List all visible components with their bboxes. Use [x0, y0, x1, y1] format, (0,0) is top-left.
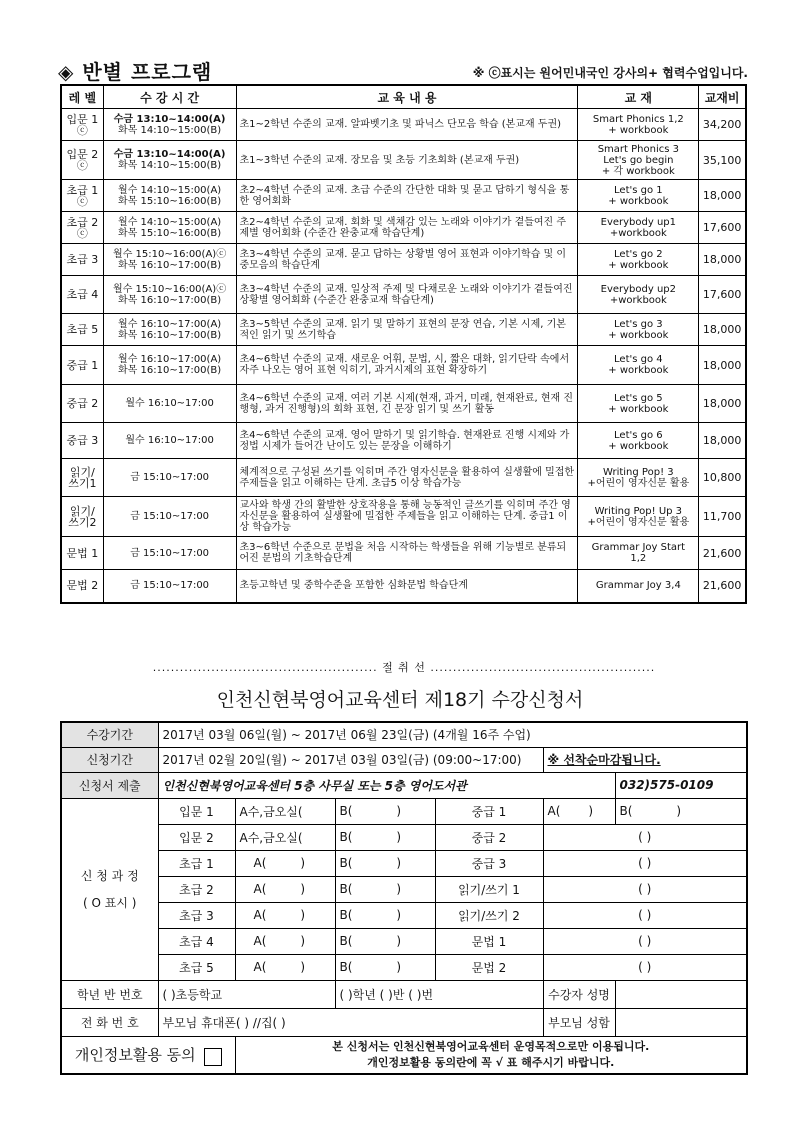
course-option[interactable]: ( ) [543, 876, 747, 902]
table-row [61, 537, 746, 570]
time-b: 화목 15:10~16:00(B) [118, 227, 222, 239]
book-extra-2: + 각 workbook [601, 165, 675, 177]
time-cell [103, 276, 236, 314]
submit-row [61, 772, 747, 798]
table-row [61, 109, 746, 141]
course-option-a[interactable]: A( ) [543, 798, 615, 824]
time-b: 화목 16:10~17:00(B) [118, 365, 222, 376]
submit-phone: 032)575-0109 [615, 772, 747, 798]
course-option-b[interactable]: B( ) [335, 876, 435, 902]
fee-cell: 18,000 [699, 244, 746, 276]
time-b: 화목 16:10~17:00(B) [118, 259, 222, 271]
time-b: 화목 14:10~15:00(B) [118, 160, 222, 171]
time-a: 월수 16:10~17:00(A) [118, 354, 222, 365]
content-cell: 초3~4학년 수준의 교재. 묻고 답하는 상황별 영어 표현과 이야기학습 및 이중모음의 학습단계 [236, 244, 578, 276]
book-main: Everybody up2 [600, 283, 677, 295]
book-main: Let's go 5 [614, 392, 663, 404]
course-name: 초급 2 [158, 876, 235, 902]
course-option[interactable]: ( ) [543, 954, 747, 980]
time-b: 화목 15:10~16:00(B) [118, 195, 222, 207]
section-title: ◈ 반별 프로그램 [58, 60, 213, 84]
course-name: 문법 2 [435, 954, 543, 980]
phone-label: 전 화 번 호 [61, 1008, 158, 1036]
table-row [61, 497, 746, 537]
book-extra: +workbook [609, 227, 667, 239]
book-main: Let's go 3 [614, 318, 663, 330]
time-cell [103, 346, 236, 385]
course-name: 중급 1 [435, 798, 543, 824]
table-header-row [61, 85, 746, 109]
course-name: 중급 2 [435, 824, 543, 850]
time-a: 수금 13:10~14:00(A) [113, 113, 226, 125]
book-main: Writing Pop! Up 3 [594, 505, 683, 517]
grade-field[interactable]: ( )학년 ( )반 ( )번 [335, 980, 543, 1008]
header-time: 수 강 시 간 [103, 85, 236, 109]
level-cell: 입문 1 ⓒ [61, 109, 103, 141]
content-cell: 초1~2학년 수준의 교재. 알파벳기초 및 파닉스 단모음 학습 (본교재 두권) [236, 109, 578, 141]
content-cell: 초2~4학년 수준의 교재. 초급 수준의 간단한 대화 및 묻고 답하기 형식을 통한 영어회화 [236, 180, 578, 212]
table-row [61, 314, 746, 346]
time-a: 월수 14:10~15:00(A) [118, 216, 222, 228]
course-label: 신 청 과 정 [80, 869, 139, 883]
course-label-cell [61, 798, 158, 980]
school-field[interactable]: ( )초등학교 [158, 980, 335, 1008]
apply-row [61, 747, 747, 772]
content-cell: 초3~4학년 수준의 교재. 일상적 주제 및 다채로운 노래와 이야기가 곁들여진 상황별 영어회화 (수준간 완충교재 학습단계) [236, 276, 578, 314]
phone-row [61, 1008, 747, 1036]
level-cell: 문법 2 [61, 570, 103, 603]
collab-note: ※ ⓒ표시는 원어민내국인 강사의+ 협력수업입니다. [472, 66, 748, 80]
time-a: 수금 13:10~14:00(A) [113, 149, 226, 160]
book-cell [578, 109, 699, 141]
course-row [61, 824, 747, 850]
fee-cell: 18,000 [699, 385, 746, 423]
book-extra: 1,2 [630, 553, 647, 564]
program-header [58, 56, 748, 82]
book-extra: + workbook [608, 365, 669, 376]
book-main: Grammar Joy Start [591, 542, 686, 553]
parent-sign-label: 부모님 성함 [543, 1008, 615, 1036]
consent-text-cell [235, 1036, 747, 1074]
course-option[interactable]: ( ) [543, 850, 747, 876]
book-cell [578, 141, 699, 180]
course-hint: ( O 표시 ) [83, 896, 137, 910]
level-cell: 초급 2 ⓒ [61, 212, 103, 244]
phone-field[interactable]: 부모님 휴대폰( ) //집( ) [158, 1008, 543, 1036]
course-name: 입문 2 [158, 824, 235, 850]
level-cell: 중급 1 [61, 346, 103, 385]
level-cell: 읽기/ 쓰기2 [61, 497, 103, 537]
course-option-b[interactable]: B( ) [335, 928, 435, 954]
program-table [60, 84, 747, 604]
book-extra: + workbook [608, 440, 669, 452]
consent-checkbox[interactable] [204, 1048, 222, 1066]
consent-label: 개인정보활용 동의 [74, 1046, 196, 1064]
book-extra: + workbook [608, 195, 669, 207]
apply-label: 신청기간 [61, 747, 158, 772]
book-extra: Let's go begin [603, 154, 674, 166]
course-option-b[interactable]: B( ) [335, 954, 435, 980]
course-option-a[interactable]: A( ) [235, 902, 335, 928]
course-option-a[interactable]: A수,금오실( [235, 798, 335, 824]
time-cell [103, 314, 236, 346]
form-title: 인천신현북영어교육센터 제18기 수강신청서 [216, 689, 584, 711]
content-cell: 초1~3학년 수준의 교재. 장모음 및 초등 기초회화 (본교재 두권) [236, 141, 578, 180]
book-cell [578, 180, 699, 212]
content-cell: 초3~6학년 수준으로 문법을 처음 시작하는 학생들을 위해 기능별로 분류되어진 문법의 기초학습단계 [236, 537, 578, 570]
consent-text-1: 본 신청서는 인천신현북영어교육센터 운영목적으로만 이용됩니다. [332, 1039, 650, 1053]
fee-cell: 34,200 [699, 109, 746, 141]
time-cell [103, 141, 236, 180]
time-cell: 금 15:10~17:00 [103, 459, 236, 497]
course-name: 초급 4 [158, 928, 235, 954]
content-cell: 초4~6학년 수준의 교재. 새로운 어휘, 문법, 시, 짧은 대화, 읽기단락 속에서 자주 나오는 영어 표현 익히기, 과거시제의 표현 확장하기 [236, 346, 578, 385]
time-cell: 금 15:10~17:00 [103, 570, 236, 603]
level-cell: 초급 1 ⓒ [61, 180, 103, 212]
course-name: 입문 1 [158, 798, 235, 824]
course-row [61, 928, 747, 954]
content-cell: 초4~6학년 수준의 교재. 여러 기본 시제(현재, 과거, 미래, 현재완료, 현재 진행형, 과거 진행형)의 회화 표현, 긴 문장 읽기 및 쓰기 활동 [236, 385, 578, 423]
level-cell: 문법 1 [61, 537, 103, 570]
time-cell: 금 15:10~17:00 [103, 497, 236, 537]
course-name: 읽기/쓰기 2 [435, 902, 543, 928]
content-cell: 초2~4학년 수준의 교재. 회화 및 색채감 있는 노래와 이야기가 곁들여진 주제별 영어회화 (수준간 완충교재 학습단계) [236, 212, 578, 244]
book-main: Smart Phonics 3 [597, 143, 679, 155]
consent-row [61, 1036, 747, 1074]
book-cell [578, 423, 699, 459]
course-name: 읽기/쓰기 1 [435, 876, 543, 902]
book-extra: +어린이 영자신문 활용 [587, 477, 690, 489]
parent-sign-field[interactable] [615, 1008, 747, 1036]
book-main: Everybody up1 [600, 216, 677, 228]
course-name: 문법 1 [435, 928, 543, 954]
book-main: Let's go 6 [614, 429, 663, 441]
apply-value: 2017년 02월 20일(월) ~ 2017년 03월 03일(금) (09:00~17:00) [158, 747, 543, 772]
course-row [61, 954, 747, 980]
class-row [61, 980, 747, 1008]
level-cell: 초급 4 [61, 276, 103, 314]
book-cell [578, 459, 699, 497]
fee-cell: 18,000 [699, 314, 746, 346]
period-label: 수강기간 [61, 722, 158, 747]
time-cell: 월수 16:10~17:00 [103, 385, 236, 423]
course-option-b[interactable]: B( ) [335, 850, 435, 876]
time-a: 월수 15:10~16:00(A)ⓒ [113, 248, 227, 260]
book-extra: + workbook [608, 259, 669, 271]
submit-label: 신청서 제출 [61, 772, 158, 798]
book-cell [578, 497, 699, 537]
level-cell: 읽기/ 쓰기1 [61, 459, 103, 497]
level-cell: 중급 2 [61, 385, 103, 423]
time-cell [103, 212, 236, 244]
time-cell [103, 109, 236, 141]
course-row [61, 876, 747, 902]
student-sign-label: 수강자 성명 [543, 980, 615, 1008]
table-row [61, 385, 746, 423]
time-cell: 월수 16:10~17:00 [103, 423, 236, 459]
course-row [61, 850, 747, 876]
time-a: 월수 16:10~17:00(A) [118, 318, 222, 330]
time-b: 화목 14:10~15:00(B) [118, 124, 222, 136]
book-cell [578, 537, 699, 570]
book-main: Let's go 1 [614, 184, 663, 196]
time-cell [103, 244, 236, 276]
book-main: Let's go 4 [614, 354, 663, 365]
table-row [61, 180, 746, 212]
application-form [60, 721, 748, 1075]
table-row [61, 212, 746, 244]
header-book: 교 재 [578, 85, 699, 109]
time-cell [103, 180, 236, 212]
course-name: 초급 1 [158, 850, 235, 876]
consent-cell [61, 1036, 235, 1074]
period-value: 2017년 03월 06일(월) ~ 2017년 06월 23일(금) (4개월 16주 수업) [158, 722, 747, 747]
fee-cell: 21,600 [699, 570, 746, 603]
book-extra: + workbook [608, 329, 669, 341]
period-row [61, 722, 747, 747]
level-cell: 초급 3 [61, 244, 103, 276]
book-main: Let's go 2 [614, 248, 663, 260]
book-cell [578, 212, 699, 244]
book-extra: +workbook [609, 294, 667, 306]
level-cell: 초급 5 [61, 314, 103, 346]
time-a: 월수 14:10~15:00(A) [118, 184, 222, 196]
time-b: 화목 16:10~17:00(B) [118, 329, 222, 341]
course-row [61, 798, 747, 824]
fee-cell: 18,000 [699, 423, 746, 459]
student-sign-field[interactable] [615, 980, 747, 1008]
time-cell: 금 15:10~17:00 [103, 537, 236, 570]
fee-cell: 10,800 [699, 459, 746, 497]
table-row [61, 141, 746, 180]
fee-cell: 17,600 [699, 276, 746, 314]
book-extra: + workbook [608, 124, 669, 136]
table-row [61, 276, 746, 314]
course-option-a[interactable]: A수,금오실( [235, 824, 335, 850]
fee-cell: 35,100 [699, 141, 746, 180]
table-row [61, 244, 746, 276]
cut-line: .................................................. 절 취 선 .................................................. [152, 661, 656, 674]
book-cell [578, 244, 699, 276]
fee-cell: 17,600 [699, 212, 746, 244]
level-cell: 입문 2 ⓒ [61, 141, 103, 180]
book-cell [578, 276, 699, 314]
table-row [61, 459, 746, 497]
course-row [61, 902, 747, 928]
content-cell: 교사와 학생 간의 활발한 상호작용을 통해 능동적인 글쓰기를 익히며 주간 영자신문을 활용하여 실생활에 밀접한 주제들을 읽고 이해하는 단계. 중급1 이상 학습가능 [236, 497, 578, 537]
header-level: 레 벨 [61, 85, 103, 109]
course-option[interactable]: ( ) [543, 928, 747, 954]
time-b: 화목 16:10~17:00(B) [118, 294, 222, 306]
course-name: 초급 3 [158, 902, 235, 928]
table-row [61, 423, 746, 459]
level-cell: 중급 3 [61, 423, 103, 459]
course-option-a[interactable]: A( ) [235, 850, 335, 876]
content-cell: 체계적으로 구성된 쓰기를 익히며 주간 영자신문을 활용하여 실생활에 밀접한 주제들을 읽고 이해하는 단계. 초급5 이상 학습가능 [236, 459, 578, 497]
fee-cell: 18,000 [699, 180, 746, 212]
apply-note: ※ 선착순마감됩니다. [543, 747, 747, 772]
time-a: 월수 15:10~16:00(A)ⓒ [113, 283, 227, 295]
class-label: 학년 반 번호 [61, 980, 158, 1008]
table-row [61, 346, 746, 385]
header-content: 교 육 내 용 [236, 85, 578, 109]
course-option-a[interactable]: A( ) [235, 954, 335, 980]
book-main: Smart Phonics 1,2 [592, 113, 684, 125]
table-row [61, 570, 746, 603]
book-main: Writing Pop! 3 [603, 466, 674, 478]
content-cell: 초4~6학년 수준의 교재. 영어 말하기 및 읽기학습. 현재완료 진행 시제와 가정법 시제가 들어간 난이도 있는 문장을 이해하기 [236, 423, 578, 459]
course-name: 중급 3 [435, 850, 543, 876]
book-extra: + workbook [608, 403, 669, 415]
fee-cell: 21,600 [699, 537, 746, 570]
course-name: 초급 5 [158, 954, 235, 980]
consent-text-2: 개인정보활용 동의란에 꼭 √ 표 해주시기 바랍니다. [367, 1055, 615, 1069]
book-extra: +어린이 영자신문 활용 [587, 516, 690, 528]
header-fee: 교재비 [699, 85, 746, 109]
course-option-b[interactable]: B( ) [615, 798, 747, 824]
course-option-a[interactable]: A( ) [235, 876, 335, 902]
book-cell [578, 346, 699, 385]
content-cell: 초3~5학년 수준의 교재. 읽기 및 말하기 표현의 문장 연습, 기본 시제, 기본적인 읽기 및 쓰기학습 [236, 314, 578, 346]
course-option[interactable]: ( ) [543, 824, 747, 850]
fee-cell: 11,700 [699, 497, 746, 537]
book-cell [578, 314, 699, 346]
course-option-b[interactable]: B( ) [335, 824, 435, 850]
content-cell: 초등고학년 및 중학수준을 포함한 심화문법 학습단계 [236, 570, 578, 603]
submit-value: 인천신현북영어교육센터 5층 사무실 또는 5층 영어도서관 [158, 772, 615, 798]
course-option-b[interactable]: B( ) [335, 902, 435, 928]
course-option-a[interactable]: A( ) [235, 928, 335, 954]
book-cell [578, 385, 699, 423]
fee-cell: 18,000 [699, 346, 746, 385]
book-cell: Grammar Joy 3,4 [578, 570, 699, 603]
course-option-b[interactable]: B( ) [335, 798, 435, 824]
cut-line-label: 절 취 선 [382, 661, 426, 674]
course-option[interactable]: ( ) [543, 902, 747, 928]
